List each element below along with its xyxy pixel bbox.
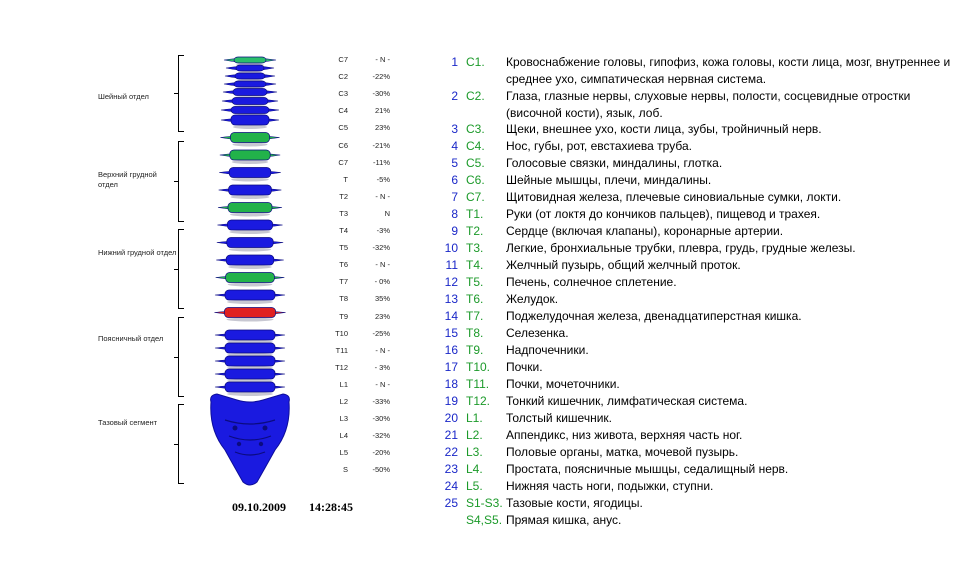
segment-code: T5 — [339, 243, 348, 253]
description-number: 8 — [451, 207, 458, 221]
description-text: Толстый кишечник. — [506, 411, 612, 425]
intervertebral-disc — [232, 143, 267, 147]
segment-code: T7 — [339, 277, 348, 287]
segment-readout — [320, 260, 390, 274]
bracket-cervical — [178, 55, 185, 132]
vertebra — [224, 308, 275, 318]
intervertebral-disc — [230, 213, 270, 217]
segment-code: L5 — [339, 448, 348, 458]
intervertebral-disc — [231, 195, 270, 199]
description-text: Шейные мышцы, плечи, миндалины. — [506, 173, 712, 187]
segment-code: T11 — [335, 345, 348, 355]
vertebra — [236, 65, 264, 71]
segment-code: C2 — [338, 72, 348, 82]
segment-code: C7 — [338, 157, 348, 167]
segment-value: -50% — [372, 465, 390, 475]
section-label-lumbar: Поясничный отдел — [98, 334, 164, 343]
vertebra — [233, 89, 267, 96]
description-number: 21 — [444, 428, 458, 442]
description-text: Простата, поясничные мышцы, седалищный нерв. — [506, 462, 789, 476]
intervertebral-disc — [227, 392, 273, 396]
segment-readout — [320, 243, 390, 257]
description-number: 16 — [444, 343, 458, 357]
description-code: C6. — [466, 173, 485, 187]
segment-readout — [320, 448, 390, 462]
intervertebral-disc — [232, 160, 268, 164]
description-number: 4 — [451, 139, 458, 153]
description-number: 19 — [444, 394, 458, 408]
segment-value: -30% — [372, 89, 390, 99]
description-number: 13 — [444, 292, 458, 306]
segment-code: T10 — [335, 328, 348, 338]
description-code: T3. — [466, 241, 484, 255]
segment-code: S — [342, 465, 348, 475]
vertebrae-group — [214, 57, 285, 396]
vertebra — [229, 185, 272, 195]
segment-value: - N - — [375, 260, 390, 270]
segment-code: T — [343, 174, 348, 184]
segment-readout — [320, 72, 390, 86]
description-text: Тазовые кости, ягодицы. — [506, 496, 643, 510]
section-label-lower-thoracic: Нижний грудной отдел — [98, 248, 177, 257]
vertebra — [226, 273, 275, 283]
description-text: Кровоснабжение головы, гипофиз, кожа головы, кости лица, мозг, внутреннее и среднее ухо, симпатическая нервная система. — [506, 55, 951, 86]
intervertebral-disc — [226, 318, 273, 322]
vertebra — [225, 382, 275, 392]
intervertebral-disc — [231, 178, 269, 182]
intervertebral-disc — [227, 300, 273, 304]
bracket-upper-thoracic — [178, 141, 185, 222]
section-label-cervical: Шейный отдел — [98, 92, 149, 101]
description-number: 18 — [444, 377, 458, 391]
description-text: Нос, губы, рот, евстахиева труба. — [506, 139, 692, 153]
segment-code: C5 — [338, 123, 348, 133]
segment-readout — [320, 175, 390, 189]
segment-value: 21% — [374, 106, 390, 116]
segment-code: T3 — [339, 208, 348, 218]
segment-readout — [320, 192, 390, 206]
description-number: 6 — [451, 173, 458, 187]
vertebra — [232, 98, 268, 105]
segment-code: C6 — [338, 140, 348, 150]
segment-readout — [320, 312, 390, 326]
segment-readout — [320, 294, 390, 308]
segment-readout — [320, 363, 390, 377]
description-number: 12 — [444, 275, 458, 289]
description-code: T4. — [466, 258, 484, 272]
vertebra — [234, 81, 266, 87]
description-code: C1. — [466, 55, 485, 69]
description-text: Аппендикс, низ живота, верхняя часть ног. — [506, 428, 743, 442]
description-code: T12. — [466, 394, 491, 408]
description-text: Глаза, глазные нервы, слуховые нервы, полости, сосцевидные отростки (височной кости), язык, лоб. — [506, 89, 911, 120]
segment-readout — [320, 346, 390, 360]
intervertebral-disc — [229, 230, 270, 234]
segment-value: N — [384, 208, 390, 218]
segment-code: T6 — [339, 260, 348, 270]
segment-value: - N - — [375, 55, 390, 64]
description-text: Щеки, внешнее ухо, кости лица, зубы, тройничный нерв. — [506, 122, 822, 136]
intervertebral-disc — [233, 125, 267, 129]
description-number: 14 — [444, 309, 458, 323]
description-code: C2. — [466, 89, 485, 103]
description-code: C4. — [466, 139, 485, 153]
description-text: Прямая кишка, анус. — [506, 513, 622, 527]
description-text: Желчный пузырь, общий желчный проток. — [506, 258, 741, 272]
segment-code: L1 — [339, 379, 348, 389]
segment-value: -32% — [372, 243, 390, 253]
segment-code: T2 — [339, 191, 348, 201]
description-number: 11 — [445, 258, 458, 272]
segment-readout — [320, 209, 390, 223]
description-code: T10. — [466, 360, 491, 374]
segment-value: - N - — [375, 191, 390, 201]
description-code: C5. — [466, 156, 485, 170]
vertebra — [231, 107, 269, 114]
description-number: 17 — [444, 360, 458, 374]
description-code: L3. — [466, 445, 483, 459]
intervertebral-disc — [228, 265, 272, 269]
segment-code: C3 — [338, 89, 348, 99]
vertebra — [228, 203, 272, 213]
description-text: Поджелудочная железа, двенадцатиперстная кишка. — [506, 309, 802, 323]
description-text: Селезенка. — [506, 326, 569, 340]
intervertebral-disc — [228, 283, 273, 287]
description-number: 23 — [444, 462, 458, 476]
vertebra — [225, 343, 275, 353]
description-number: 15 — [444, 326, 458, 340]
vertebra — [227, 220, 272, 230]
description-code: S1-S3. — [466, 496, 503, 510]
segment-value: - 0% — [374, 277, 390, 287]
segment-code: T12 — [335, 362, 348, 372]
segment-readout — [320, 380, 390, 394]
segment-value: 23% — [374, 311, 390, 321]
description-code: T11. — [466, 377, 490, 391]
vertebra — [225, 369, 275, 379]
description-text: Легкие, бронхиальные трубки, плевра, грудь, грудные железы. — [506, 241, 856, 255]
description-number: 22 — [444, 445, 458, 459]
description-number: 2 — [451, 89, 458, 103]
segment-value: -20% — [372, 448, 390, 458]
segment-readout — [320, 277, 390, 291]
segment-value: -33% — [372, 397, 390, 406]
description-code: T7. — [466, 309, 484, 323]
segment-value: -21% — [372, 140, 390, 150]
description-text: Почки, мочеточники. — [506, 377, 620, 391]
description-code: L2. — [466, 428, 483, 442]
segment-value: 23% — [374, 123, 390, 133]
description-code: T1. — [466, 207, 484, 221]
segment-value: -5% — [376, 174, 390, 184]
segment-readout — [320, 397, 390, 411]
description-code: L4. — [466, 462, 483, 476]
description-number: 7 — [451, 190, 458, 204]
description-code: T9. — [466, 343, 484, 357]
segment-value: -3% — [376, 226, 390, 235]
segment-readout — [320, 329, 390, 343]
vertebra — [225, 356, 275, 366]
description-code: C3. — [466, 122, 485, 136]
description-number: 5 — [451, 156, 458, 170]
description-number: 1 — [451, 55, 458, 69]
segment-readout — [320, 55, 390, 69]
segment-code: T4 — [339, 226, 348, 235]
segment-readout — [320, 414, 390, 428]
segment-value: - N - — [375, 379, 390, 389]
description-code: C7. — [466, 190, 485, 204]
segment-code: C4 — [338, 106, 348, 116]
segment-readout — [320, 226, 390, 240]
description-text: Надпочечники. — [506, 343, 589, 357]
segment-code: L2 — [339, 397, 348, 406]
segment-code: L3 — [339, 414, 348, 424]
date-label: 09.10.2009 — [232, 500, 286, 514]
description-text: Печень, солнечное сплетение. — [506, 275, 677, 289]
vertebra — [231, 115, 269, 125]
segment-readout — [320, 141, 390, 155]
description-text: Щитовидная железа, плечевые синовиальные сумки, локти. — [506, 190, 842, 204]
segment-value: -11% — [373, 157, 390, 167]
description-text: Почки. — [506, 360, 543, 374]
vertebra — [235, 73, 265, 79]
description-text: Голосовые связки, миндалины, глотка. — [506, 156, 723, 170]
description-text: Сердце (включая клапаны), коронарные артерии. — [506, 224, 784, 238]
description-code: T2. — [466, 224, 484, 238]
description-number: 24 — [444, 479, 458, 493]
description-number: 20 — [444, 411, 458, 425]
description-code: S4,S5. — [466, 513, 503, 527]
vertebra — [225, 330, 275, 340]
segment-readout — [320, 123, 390, 137]
description-code: T5. — [466, 275, 484, 289]
description-text: Руки (от локтя до кончиков пальцев), пищевод и трахея. — [506, 207, 821, 221]
description-text: Половые органы, матка, мочевой пузырь. — [506, 445, 739, 459]
segment-code: C7 — [338, 55, 348, 64]
section-label-upper-thoracic: Верхний грудной отдел — [98, 170, 157, 189]
segment-readout — [320, 89, 390, 103]
segment-readout — [320, 431, 390, 445]
segment-readout — [320, 158, 390, 172]
vertebra — [226, 255, 274, 265]
segment-value: -22% — [372, 72, 390, 82]
segment-code: L4 — [339, 431, 348, 441]
description-code: T6. — [466, 292, 484, 306]
segment-code: T8 — [339, 294, 348, 304]
segment-value: -25% — [372, 328, 390, 338]
segment-code: T9 — [339, 311, 348, 321]
vertebra — [234, 57, 266, 63]
bracket-lower-thoracic — [178, 229, 185, 309]
description-code: L1. — [466, 411, 483, 425]
sacrum — [211, 394, 290, 485]
description-text: Тонкий кишечник, лимфатическая система. — [506, 394, 748, 408]
description-code: T8. — [466, 326, 484, 340]
bracket-pelvic — [178, 404, 185, 484]
section-label-pelvic: Тазовый сегмент — [98, 418, 158, 427]
segment-value: 35% — [374, 294, 390, 304]
description-number: 10 — [444, 241, 458, 255]
vertebra — [230, 133, 269, 143]
spine-illustration — [195, 50, 305, 490]
description-number: 9 — [451, 224, 458, 238]
vertebra — [225, 290, 275, 300]
description-text: Желудок. — [506, 292, 559, 306]
vertebra — [227, 238, 273, 248]
description-number: 25 — [444, 496, 458, 510]
intervertebral-disc — [229, 248, 271, 252]
description-code: L5. — [466, 479, 483, 493]
vertebra — [230, 150, 270, 160]
description-text: Нижняя часть ноги, подыжки, ступни. — [506, 479, 714, 493]
segment-value: - 3% — [374, 362, 390, 372]
segment-readout — [320, 106, 390, 120]
segment-value: -32% — [372, 431, 390, 441]
segment-value: - N - — [375, 345, 390, 355]
segment-readout — [320, 465, 390, 479]
vertebra — [229, 168, 271, 178]
description-number: 3 — [451, 122, 458, 136]
bracket-lumbar — [178, 317, 185, 397]
segment-value: -30% — [372, 414, 390, 424]
time-label: 14:28:45 — [309, 500, 353, 514]
